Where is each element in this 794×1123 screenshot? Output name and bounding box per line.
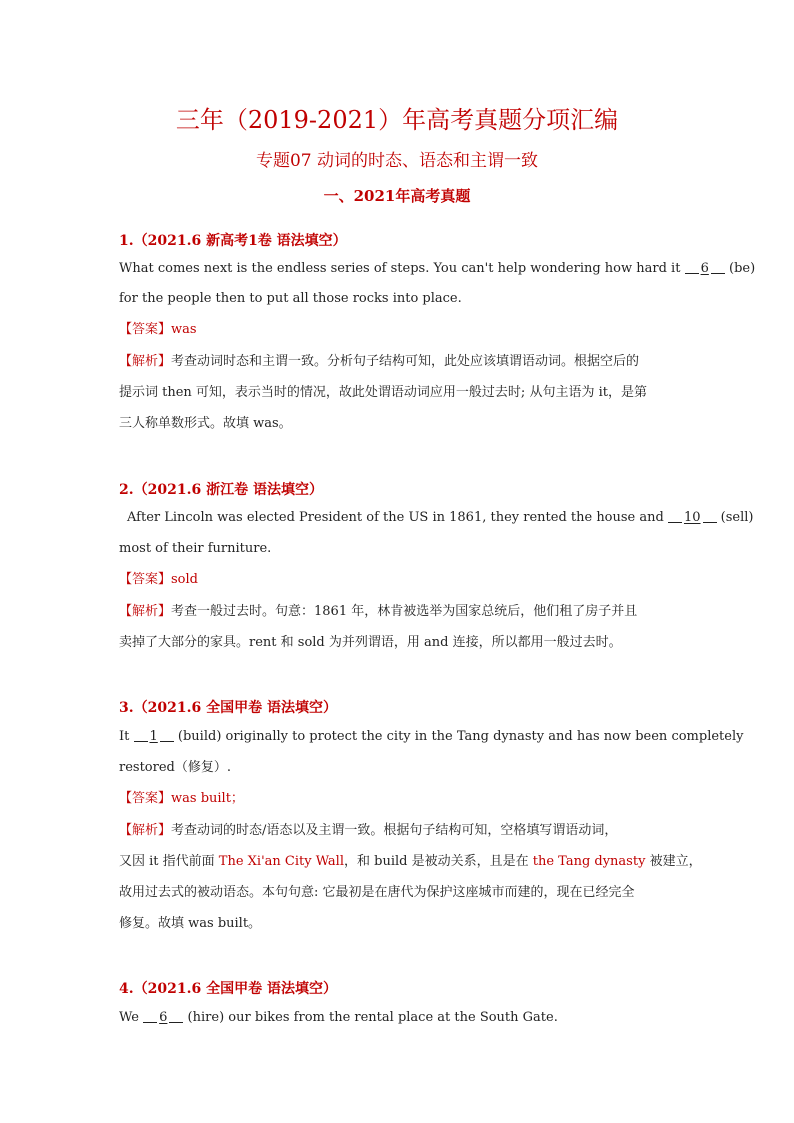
question-3-analysis-line-1: 【解析】考查动词的时态/语态以及主谓一致。根据句子结构可知，空格填写谓语动词，: [119, 823, 618, 838]
question-2-analysis-line-2: 卖掉了大部分的家具。rent 和 sold 为并列谓语，用 and 连接，所以都用一般过去时。: [119, 635, 622, 650]
question-2-text: After Lincoln was elected President of the US in 1861, they rented the house and 10 (sell): [127, 510, 754, 525]
question-1-blank: 6: [700, 261, 709, 276]
question-2-heading: 2.（2021.6 浙江卷 语法填空）: [119, 482, 323, 498]
question-3-heading: 3.（2021.6 全国甲卷 语法填空）: [119, 700, 337, 716]
document-subtitle: 专题07 动词的时态、语态和主谓一致: [255, 151, 539, 171]
question-3-text-continued: restored（修复）.: [119, 760, 231, 775]
question-4-text: We 6 (hire) our bikes from the rental place at the South Gate.: [119, 1010, 558, 1025]
question-1-analysis-line-2: 提示词 then 可知，表示当时的情况，故此处谓语动词应用一般过去时; 从句主语为 it，是第: [119, 385, 647, 400]
question-4-heading: 4.（2021.6 全国甲卷 语法填空）: [119, 981, 337, 997]
question-3-blank: 1: [149, 729, 158, 744]
question-3-analysis-line-2: 又因 it 指代前面 The Xi'an City Wall，和 build 是被动关系，且是在 the Tang dynasty 被建立，: [119, 854, 702, 869]
question-1-text-continued: for the people then to put all those rocks into place.: [119, 291, 462, 306]
section-heading: 一、2021年高考真题: [323, 187, 471, 205]
question-1-heading: 1.（2021.6 新高考1卷 语法填空）: [119, 233, 347, 249]
question-1-analysis-line-1: 【解析】考查动词时态和主谓一致。分析句子结构可知，此处应该填谓语动词。根据空后的: [119, 354, 640, 369]
question-3-answer: 【答案】was built；: [119, 791, 244, 806]
question-2-text-continued: most of their furniture.: [119, 541, 272, 556]
question-1-answer: 【答案】was: [119, 322, 197, 337]
question-1-analysis-line-3: 三人称单数形式。故填 was。: [119, 416, 292, 431]
question-3-analysis-line-4: 修复。故填 was built。: [119, 916, 262, 931]
question-2-answer: 【答案】sold: [119, 572, 198, 587]
question-2-blank: 10: [683, 510, 701, 525]
question-1-text: What comes next is the endless series of steps. You can't help wondering how hard it 6 (be): [119, 261, 756, 276]
question-4-blank: 6: [159, 1010, 168, 1025]
document-title: 三年（2019-2021）年高考真题分项汇编: [175, 106, 619, 134]
question-3-text: It 1 (build) originally to protect the city in the Tang dynasty and has now been completely: [119, 729, 744, 744]
question-3-analysis-line-3: 故用过去式的被动语态。本句句意: 它最初是在唐代为保护这座城市而建的，现在已经完全: [119, 885, 635, 900]
question-2-analysis-line-1: 【解析】考查一般过去时。句意：1861 年，林肯被选举为国家总统后，他们租了房子并且: [119, 604, 638, 619]
